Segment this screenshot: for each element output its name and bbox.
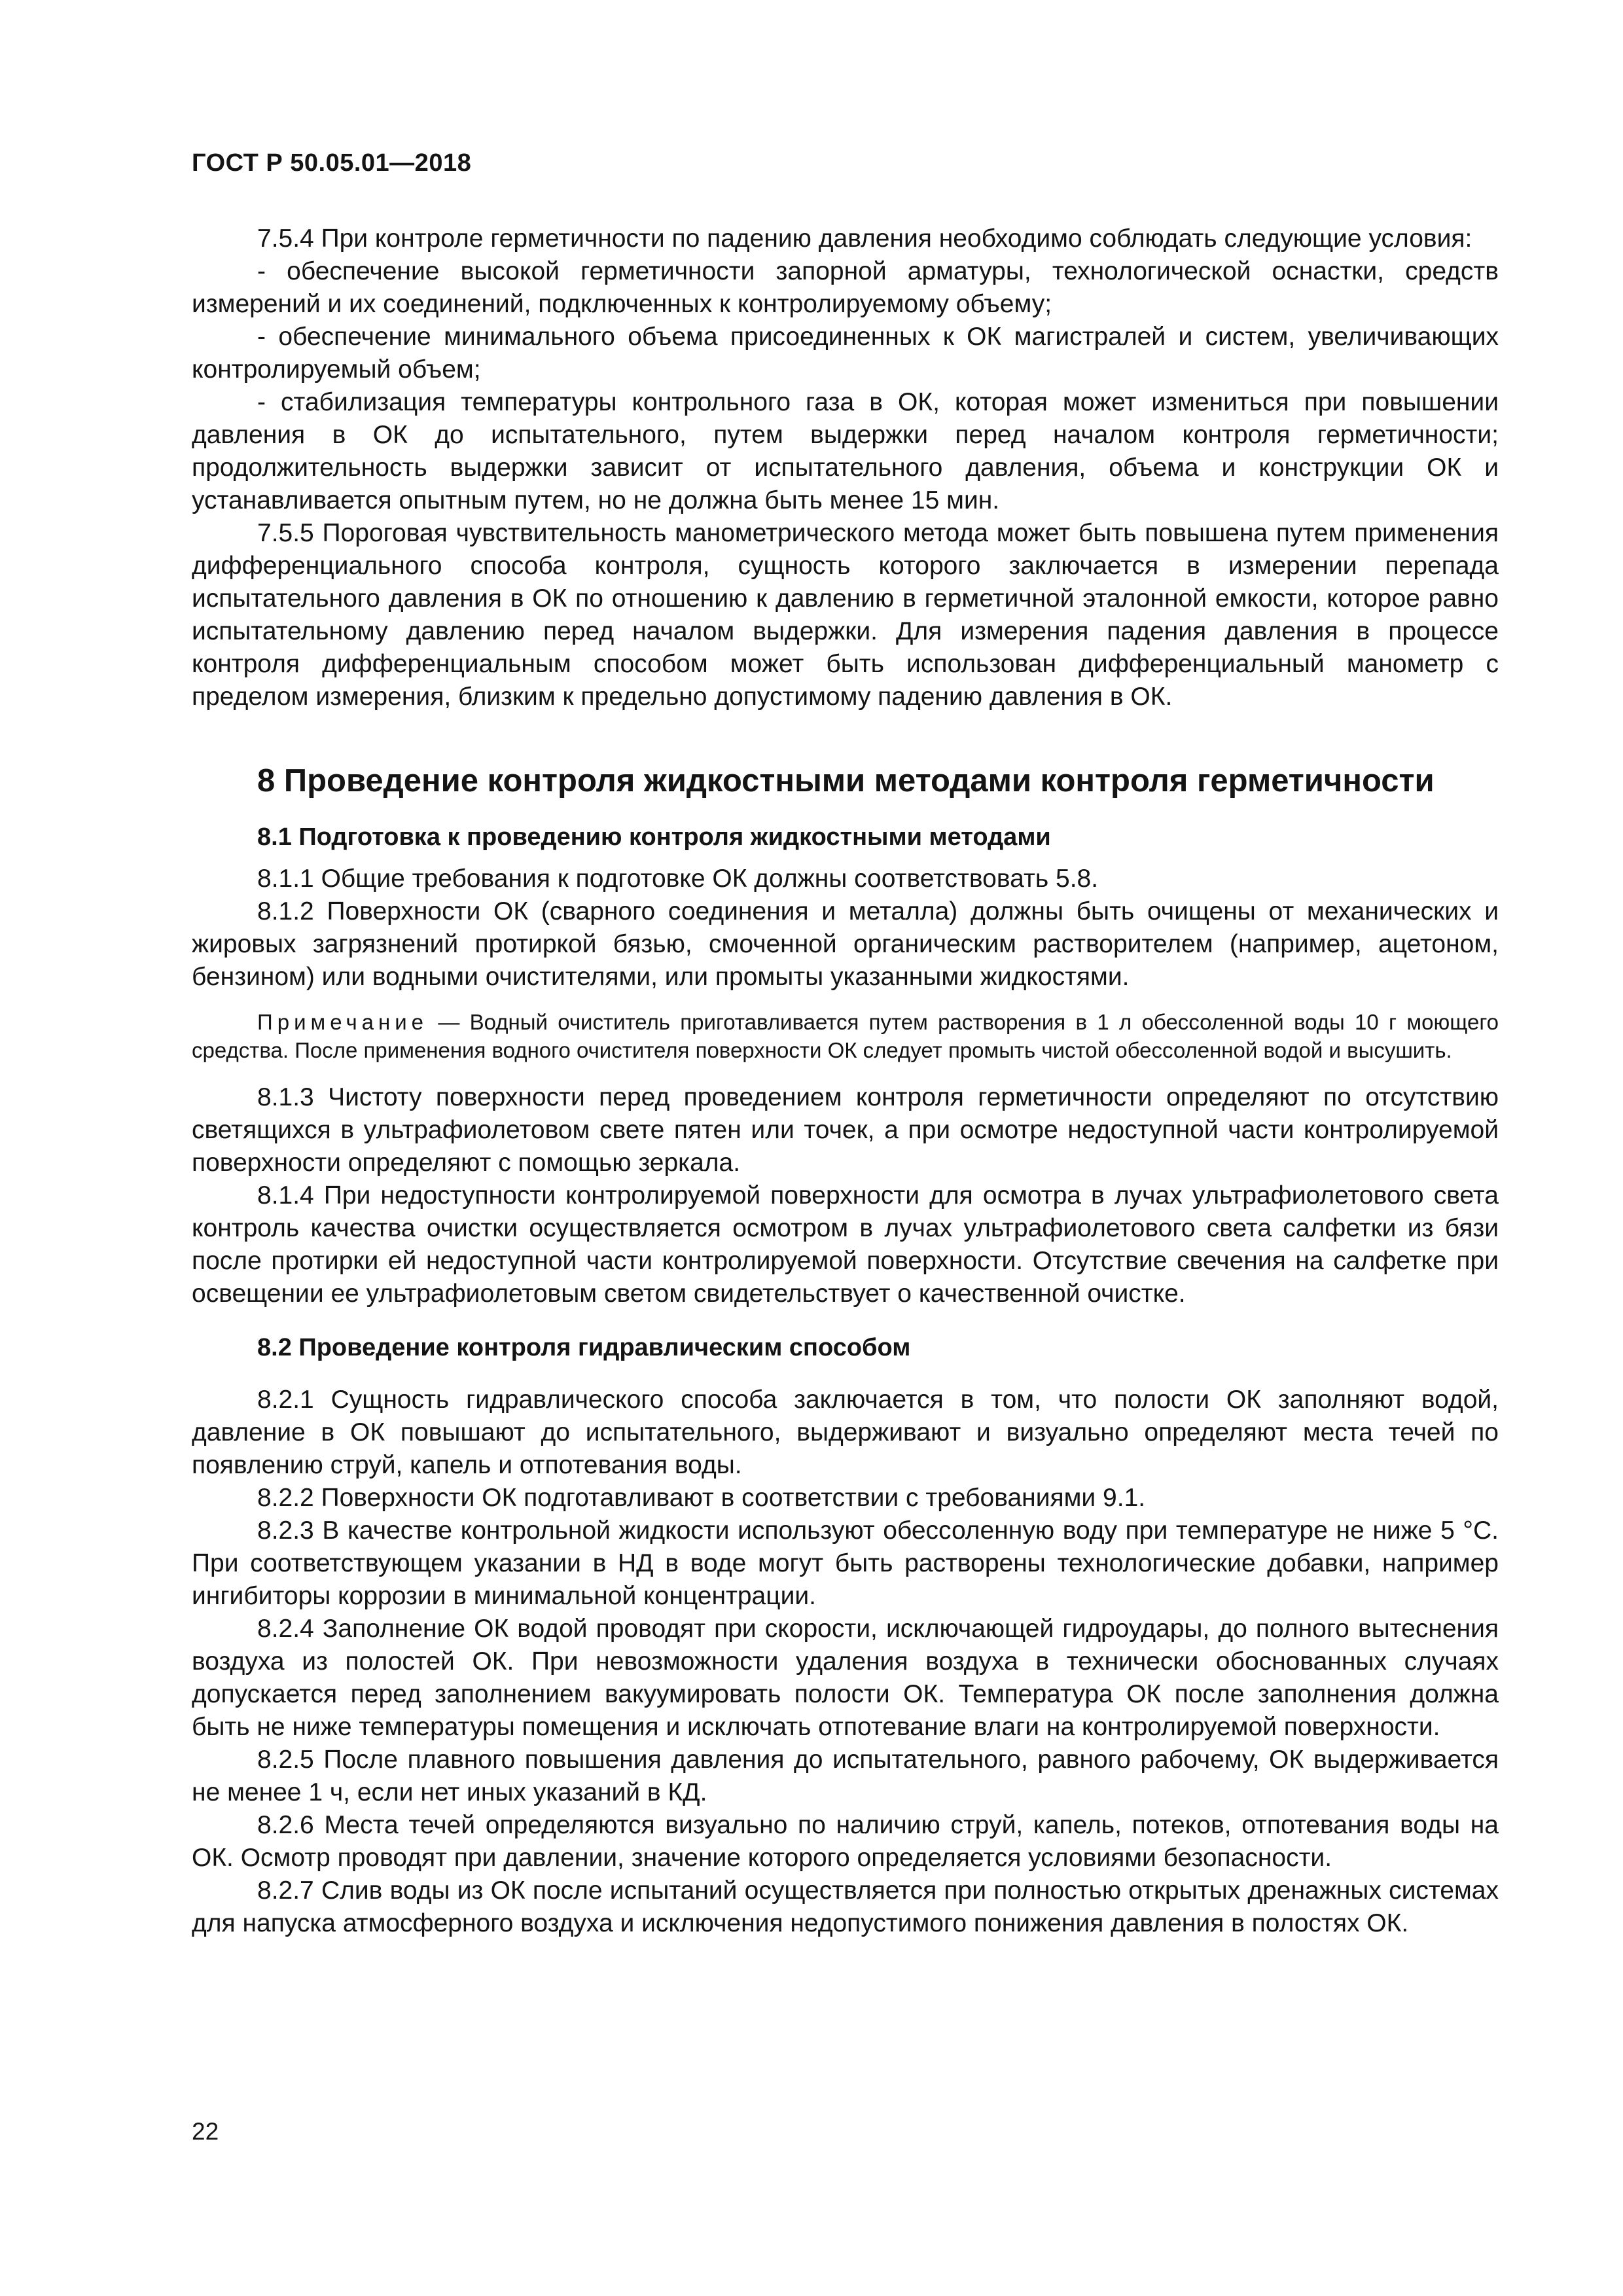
paragraph-8-2-6: 8.2.6 Места течей определяются визуально по наличию струй, капель, потеков, отпотевания воды на ОК. Осмотр проводят при давлении, значение которого определяется условиями безопасности. — [192, 1811, 1499, 1872]
note-label: Примечание — [257, 1010, 429, 1034]
paragraph-8-1-3: 8.1.3 Чистоту поверхности перед проведением контроля герметичности определяют по отсутствию светящихся в ультрафиолетовом свете пятен или точек, а при осмотре недоступной части контролируемой поверхности определяют с помощью зеркала. — [192, 1083, 1499, 1177]
page-number: 22 — [192, 2118, 219, 2145]
paragraph-8-2-2: 8.2.2 Поверхности ОК подготавливают в соответствии с требованиями 9.1. — [257, 1484, 1146, 1512]
list-item: - обеспечение высокой герметичности запорной арматуры, технологической оснастки, средств измерений и их соединений, подключенных к контролируемому объему; — [192, 257, 1499, 318]
paragraph-8-2-1: 8.2.1 Сущность гидравлического способа заключается в том, что полости ОК заполняют водой, давление в ОК повышают до испытательного, выдерживают и визуально определяют места течей по появлению струй, капель и отпотевания воды. — [192, 1386, 1499, 1479]
note — [192, 1008, 1499, 1064]
paragraph-8-2-3: 8.2.3 В качестве контрольной жидкости используют обессоленную воду при температуре не ниже 5 °С. При соответствующем указании в НД в воде могут быть растворены технологические добавки, например ингибиторы коррозии в минимальной концентрации. — [192, 1516, 1499, 1610]
list-item: - обеспечение минимального объема присоединенных к ОК магистралей и систем, увеличивающих контролируемый объем; — [192, 323, 1499, 384]
document-body — [192, 223, 1499, 1940]
subsection-8-2-heading: 8.2 Проведение контроля гидравлическим способом — [257, 1334, 911, 1361]
paragraph-8-2-5: 8.2.5 После плавного повышения давления до испытательного, равного рабочему, ОК выдерживается не менее 1 ч, если нет иных указаний в КД. — [192, 1746, 1499, 1806]
paragraph-8-1-1: 8.1.1 Общие требования к подготовке ОК должны соответствовать 5.8. — [257, 865, 1099, 893]
list-item: - стабилизация температуры контрольного газа в ОК, которая может измениться при повышении давления в ОК до испытательного, путем выдержки перед началом контроля герметичности; продолжительность выдержки зависит от испытательного давления, объема и конструкции ОК и устанавливается опытным путем, но не должна быть менее 15 мин. — [192, 388, 1499, 514]
paragraph-7-5-5: 7.5.5 Пороговая чувствительность манометрического метода может быть повышена путем применения дифференциального способа контроля, сущность которого заключается в измерении перепада испытательного давления в ОК по отношению к давлению в герметичной эталонной емкости, которое равно испытательному давлению перед началом выдержки. Для измерения падения давления в процессе контроля дифференциальным способом может быть использован дифференциальный манометр с пределом измерения, близким к предельно допустимому падению давления в ОК. — [192, 519, 1499, 711]
paragraph-8-1-2: 8.1.2 Поверхности ОК (сварного соединения и металла) должны быть очищены от механических и жировых загрязнений протиркой бязью, смоченной органическим растворителем (например, ацетоном, бензином) или водными очистителями, или промыты указанными жидкостями. — [192, 897, 1499, 991]
document-header: ГОСТ Р 50.05.01—2018 — [192, 149, 472, 177]
subsection-8-1-heading: 8.1 Подготовка к проведению контроля жидкостными методами — [257, 823, 1051, 851]
note-text: — Водный очиститель приготавливается путем растворения в 1 л обессоленной воды 10 г моющего средства. После применения водного очистителя поверхности ОК следует промыть чистой обессоленной водой и высушить. — [192, 1010, 1499, 1062]
paragraph-8-2-4: 8.2.4 Заполнение ОК водой проводят при скорости, исключающей гидроудары, до полного вытеснения воздуха из полостей ОК. При невозможности удаления воздуха в технически обоснованных случаях допускается перед заполнением вакуумировать полости ОК. Температура ОК после заполнения должна быть не ниже температуры помещения и исключать отпотевание влаги на контролируемой поверхности. — [192, 1615, 1499, 1741]
paragraph-8-2-7: 8.2.7 Слив воды из ОК после испытаний осуществляется при полностью открытых дренажных системах для напуска атмосферного воздуха и исключения недопустимого понижения давления в полостях ОК. — [192, 1876, 1499, 1937]
paragraph-7-5-4: 7.5.4 При контроле герметичности по падению давления необходимо соблюдать следующие условия: — [257, 224, 1472, 253]
paragraph-8-1-4: 8.1.4 При недоступности контролируемой поверхности для осмотра в лучах ультрафиолетового света контроль качества очистки осуществляется осмотром в лучах ультрафиолетового света салфетки из бязи после протирки ей недоступной части контролируемой поверхности. Отсутствие свечения на салфетке при освещении ее ультрафиолетовым светом свидетельствует о качественной очистке. — [192, 1181, 1499, 1308]
section-8-heading: 8 Проведение контроля жидкостными методами контроля герметичности — [257, 763, 1435, 798]
